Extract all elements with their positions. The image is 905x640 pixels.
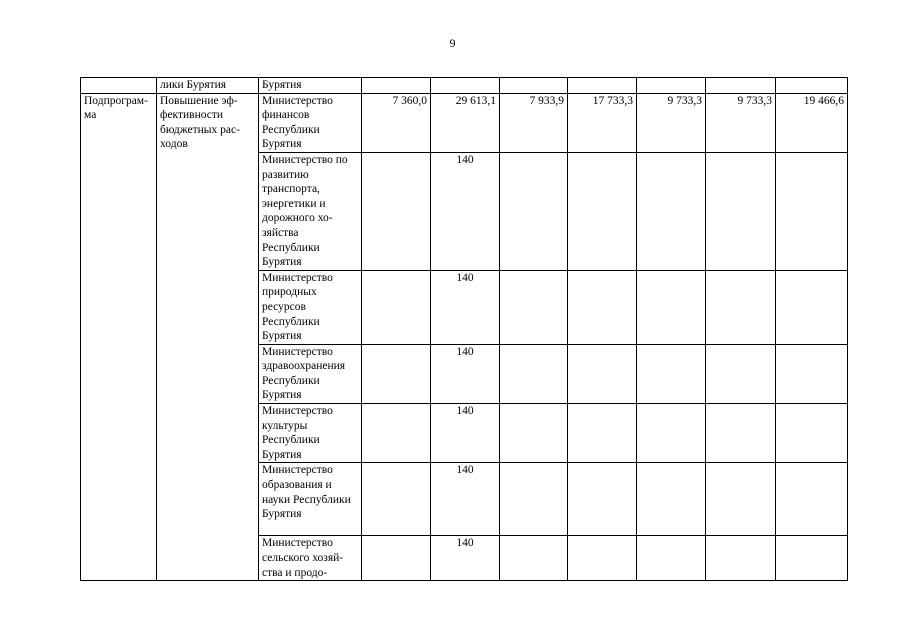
value-cell xyxy=(776,344,848,403)
table-row xyxy=(81,93,848,152)
ministry-cell: Министерство здравоохранения Республики Бурятия xyxy=(259,344,362,403)
value-cell xyxy=(500,344,568,403)
ministry-cell: Министерство природных ресурсов Республики Бурятия xyxy=(259,270,362,344)
value-cell xyxy=(706,404,776,463)
value-cell xyxy=(776,152,848,270)
cell-value xyxy=(568,78,637,94)
ministry-cell: Министерство культуры Республики Бурятия xyxy=(259,404,362,463)
value-cell: 9 733,3 xyxy=(706,93,776,152)
value-cell: 7 360,0 xyxy=(362,93,431,152)
value-cell xyxy=(568,270,637,344)
value-cell xyxy=(500,152,568,270)
value-cell xyxy=(637,536,706,581)
subprogram-name-cell: Повышение эф-фективности бюджетных рас-ходов xyxy=(157,93,259,581)
value-cell xyxy=(362,344,431,403)
cell-value xyxy=(362,78,431,94)
value-cell xyxy=(637,270,706,344)
value-cell: 140 xyxy=(431,463,500,536)
value-cell xyxy=(362,404,431,463)
table-row-continuation xyxy=(81,78,848,94)
ministry-cell: Министерство сельского хозяй-ства и продо- xyxy=(259,536,362,581)
value-cell xyxy=(362,152,431,270)
value-cell xyxy=(500,536,568,581)
value-cell xyxy=(706,270,776,344)
ministry-cell: Министерство по развитию транспорта, энергетики и дорожного хо-зяйства Республики Бурятия xyxy=(259,152,362,270)
value-cell xyxy=(500,463,568,536)
value-cell xyxy=(362,463,431,536)
ministry-cell: Министерство финансов Республики Бурятия xyxy=(259,93,362,152)
value-cell xyxy=(706,536,776,581)
value-cell xyxy=(568,536,637,581)
value-cell xyxy=(637,404,706,463)
cell-ministry: Бурятия xyxy=(259,78,362,94)
value-cell xyxy=(500,270,568,344)
value-cell xyxy=(637,344,706,403)
subprogram-type-cell: Подпрограм-ма xyxy=(81,93,157,581)
value-cell: 19 466,6 xyxy=(776,93,848,152)
value-cell xyxy=(568,344,637,403)
value-cell xyxy=(568,152,637,270)
value-cell xyxy=(776,404,848,463)
value-cell: 140 xyxy=(431,344,500,403)
value-cell: 29 613,1 xyxy=(431,93,500,152)
value-cell: 140 xyxy=(431,270,500,344)
value-cell: 17 733,3 xyxy=(568,93,637,152)
cell-value xyxy=(637,78,706,94)
value-cell: 140 xyxy=(431,404,500,463)
value-cell xyxy=(568,463,637,536)
value-cell xyxy=(706,344,776,403)
value-cell xyxy=(776,463,848,536)
value-cell xyxy=(706,463,776,536)
value-cell xyxy=(776,270,848,344)
value-cell: 140 xyxy=(431,536,500,581)
cell-value xyxy=(431,78,500,94)
value-cell xyxy=(362,536,431,581)
value-cell: 7 933,9 xyxy=(500,93,568,152)
page-number: 9 xyxy=(449,36,456,50)
value-cell xyxy=(637,463,706,536)
value-cell xyxy=(706,152,776,270)
cell-value xyxy=(706,78,776,94)
cell-name: лики Бурятия xyxy=(157,78,259,94)
value-cell xyxy=(776,536,848,581)
value-cell xyxy=(500,404,568,463)
value-cell xyxy=(637,152,706,270)
cell-status xyxy=(81,78,157,94)
value-cell xyxy=(568,404,637,463)
value-cell xyxy=(362,270,431,344)
budget-table xyxy=(80,77,848,581)
cell-value xyxy=(500,78,568,94)
value-cell: 9 733,3 xyxy=(637,93,706,152)
cell-value xyxy=(776,78,848,94)
ministry-cell: Министерство образования и науки Республики Бурятия xyxy=(259,463,362,536)
value-cell: 140 xyxy=(431,152,500,270)
